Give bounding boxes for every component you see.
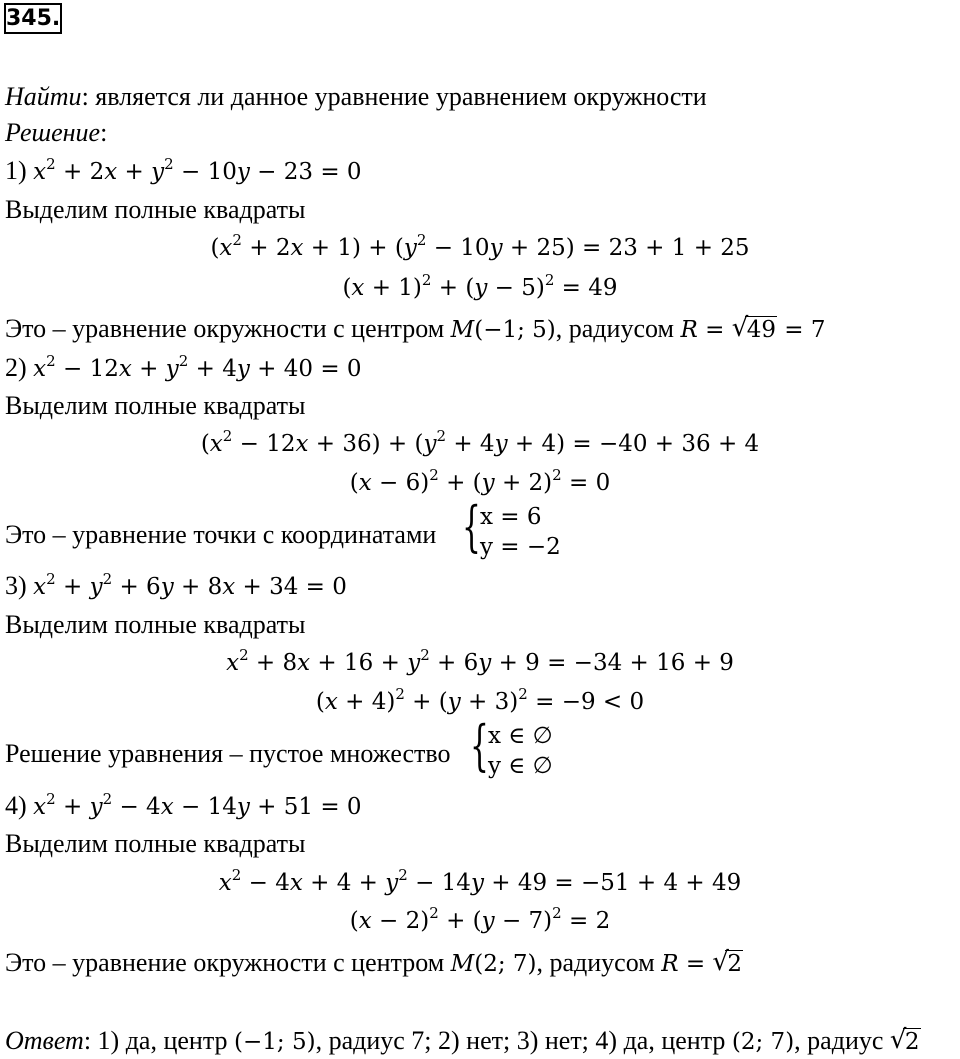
step-2-a: $(x^2 - 12x + 36) + (y^2 + 4y + 4) = -40 + 36 + 4$: [200, 427, 760, 457]
equation-3: [5, 570, 347, 600]
solution-label: Решение: [5, 118, 101, 147]
item-number-4: 4): [5, 791, 27, 820]
sqrt-49: √ 49: [731, 313, 776, 343]
solution-colon: :: [100, 118, 108, 147]
complete-squares-3: Выделим полные квадраты: [5, 610, 306, 639]
step-1-b: $(x + 1)^2 + (y - 5)^2 = 49$: [342, 271, 618, 301]
conclusion-3: Решение уравнения – пустое множество: [5, 739, 451, 768]
item-number-3: 3): [5, 571, 27, 600]
answer-label: Ответ: [5, 1026, 84, 1055]
conclusion-1: Это – уравнение окружности с центром M(−1; 5), радиусом R = √ 49 = 7: [5, 313, 826, 343]
complete-squares-2: Выделим полные квадраты: [5, 391, 306, 420]
equation-1-math: $x^2 + 2x + y^2 - 10y - 23 = 0$: [33, 155, 362, 185]
step-2-b: $(x - 6)^2 + (y + 2)^2 = 0$: [349, 466, 611, 496]
complete-squares-1: Выделим полные квадраты: [5, 195, 306, 224]
equation-1: [5, 155, 362, 185]
item-number-2: 2): [5, 353, 27, 382]
step-4-a: $x^2 - 4x + 4 + y^2 - 14y + 49 = -51 + 4 + 49$: [218, 866, 742, 896]
solution-heading: [5, 120, 107, 146]
item-number-1: 1): [5, 156, 27, 185]
brace-icon: {: [462, 495, 481, 558]
equation-4: [5, 790, 362, 820]
conclusion-2: Это – уравнение точки с координатами: [5, 520, 437, 549]
complete-squares-4: Выделим полные квадраты: [5, 829, 306, 858]
find-text: : является ли данное уравнение уравнением окружности: [81, 82, 707, 111]
step-4-b: $(x - 2)^2 + (y - 7)^2 = 2$: [349, 904, 611, 934]
conclusion-4: Это – уравнение окружности с центром M(2; 7), радиусом R = √ 2: [5, 947, 743, 977]
brace-icon: {: [470, 714, 489, 777]
problem-number: 345.: [4, 3, 62, 34]
step-3-b: $(x + 4)^2 + (y + 3)^2 = -9 < 0$: [315, 685, 645, 715]
step-1-a: $(x^2 + 2x + 1) + (y^2 - 10y + 25) = 23 + 1 + 25$: [210, 231, 750, 261]
equation-2: [5, 352, 362, 382]
equation-2-math: $x^2 - 12x + y^2 + 4y + 40 = 0$: [33, 352, 362, 382]
answer-line: Ответ: 1) да, центр (−1; 5), радиус 7; 2) нет; 3) нет; 4) да, центр (2; 7), радиус √ 2: [5, 1025, 920, 1055]
find-line: [5, 84, 707, 110]
answer-sqrt-2: √ 2: [889, 1025, 920, 1055]
find-label: Найти: [5, 82, 82, 111]
equation-4-math: $x^2 + y^2 - 4x - 14y + 51 = 0$: [33, 790, 362, 820]
step-3-a: $x^2 + 8x + 16 + y^2 + 6y + 9 = -34 + 16 + 9$: [226, 646, 734, 676]
sqrt-2: √ 2: [712, 947, 743, 977]
equation-3-math: $x^2 + y^2 + 6y + 8x + 34 = 0$: [33, 570, 347, 600]
